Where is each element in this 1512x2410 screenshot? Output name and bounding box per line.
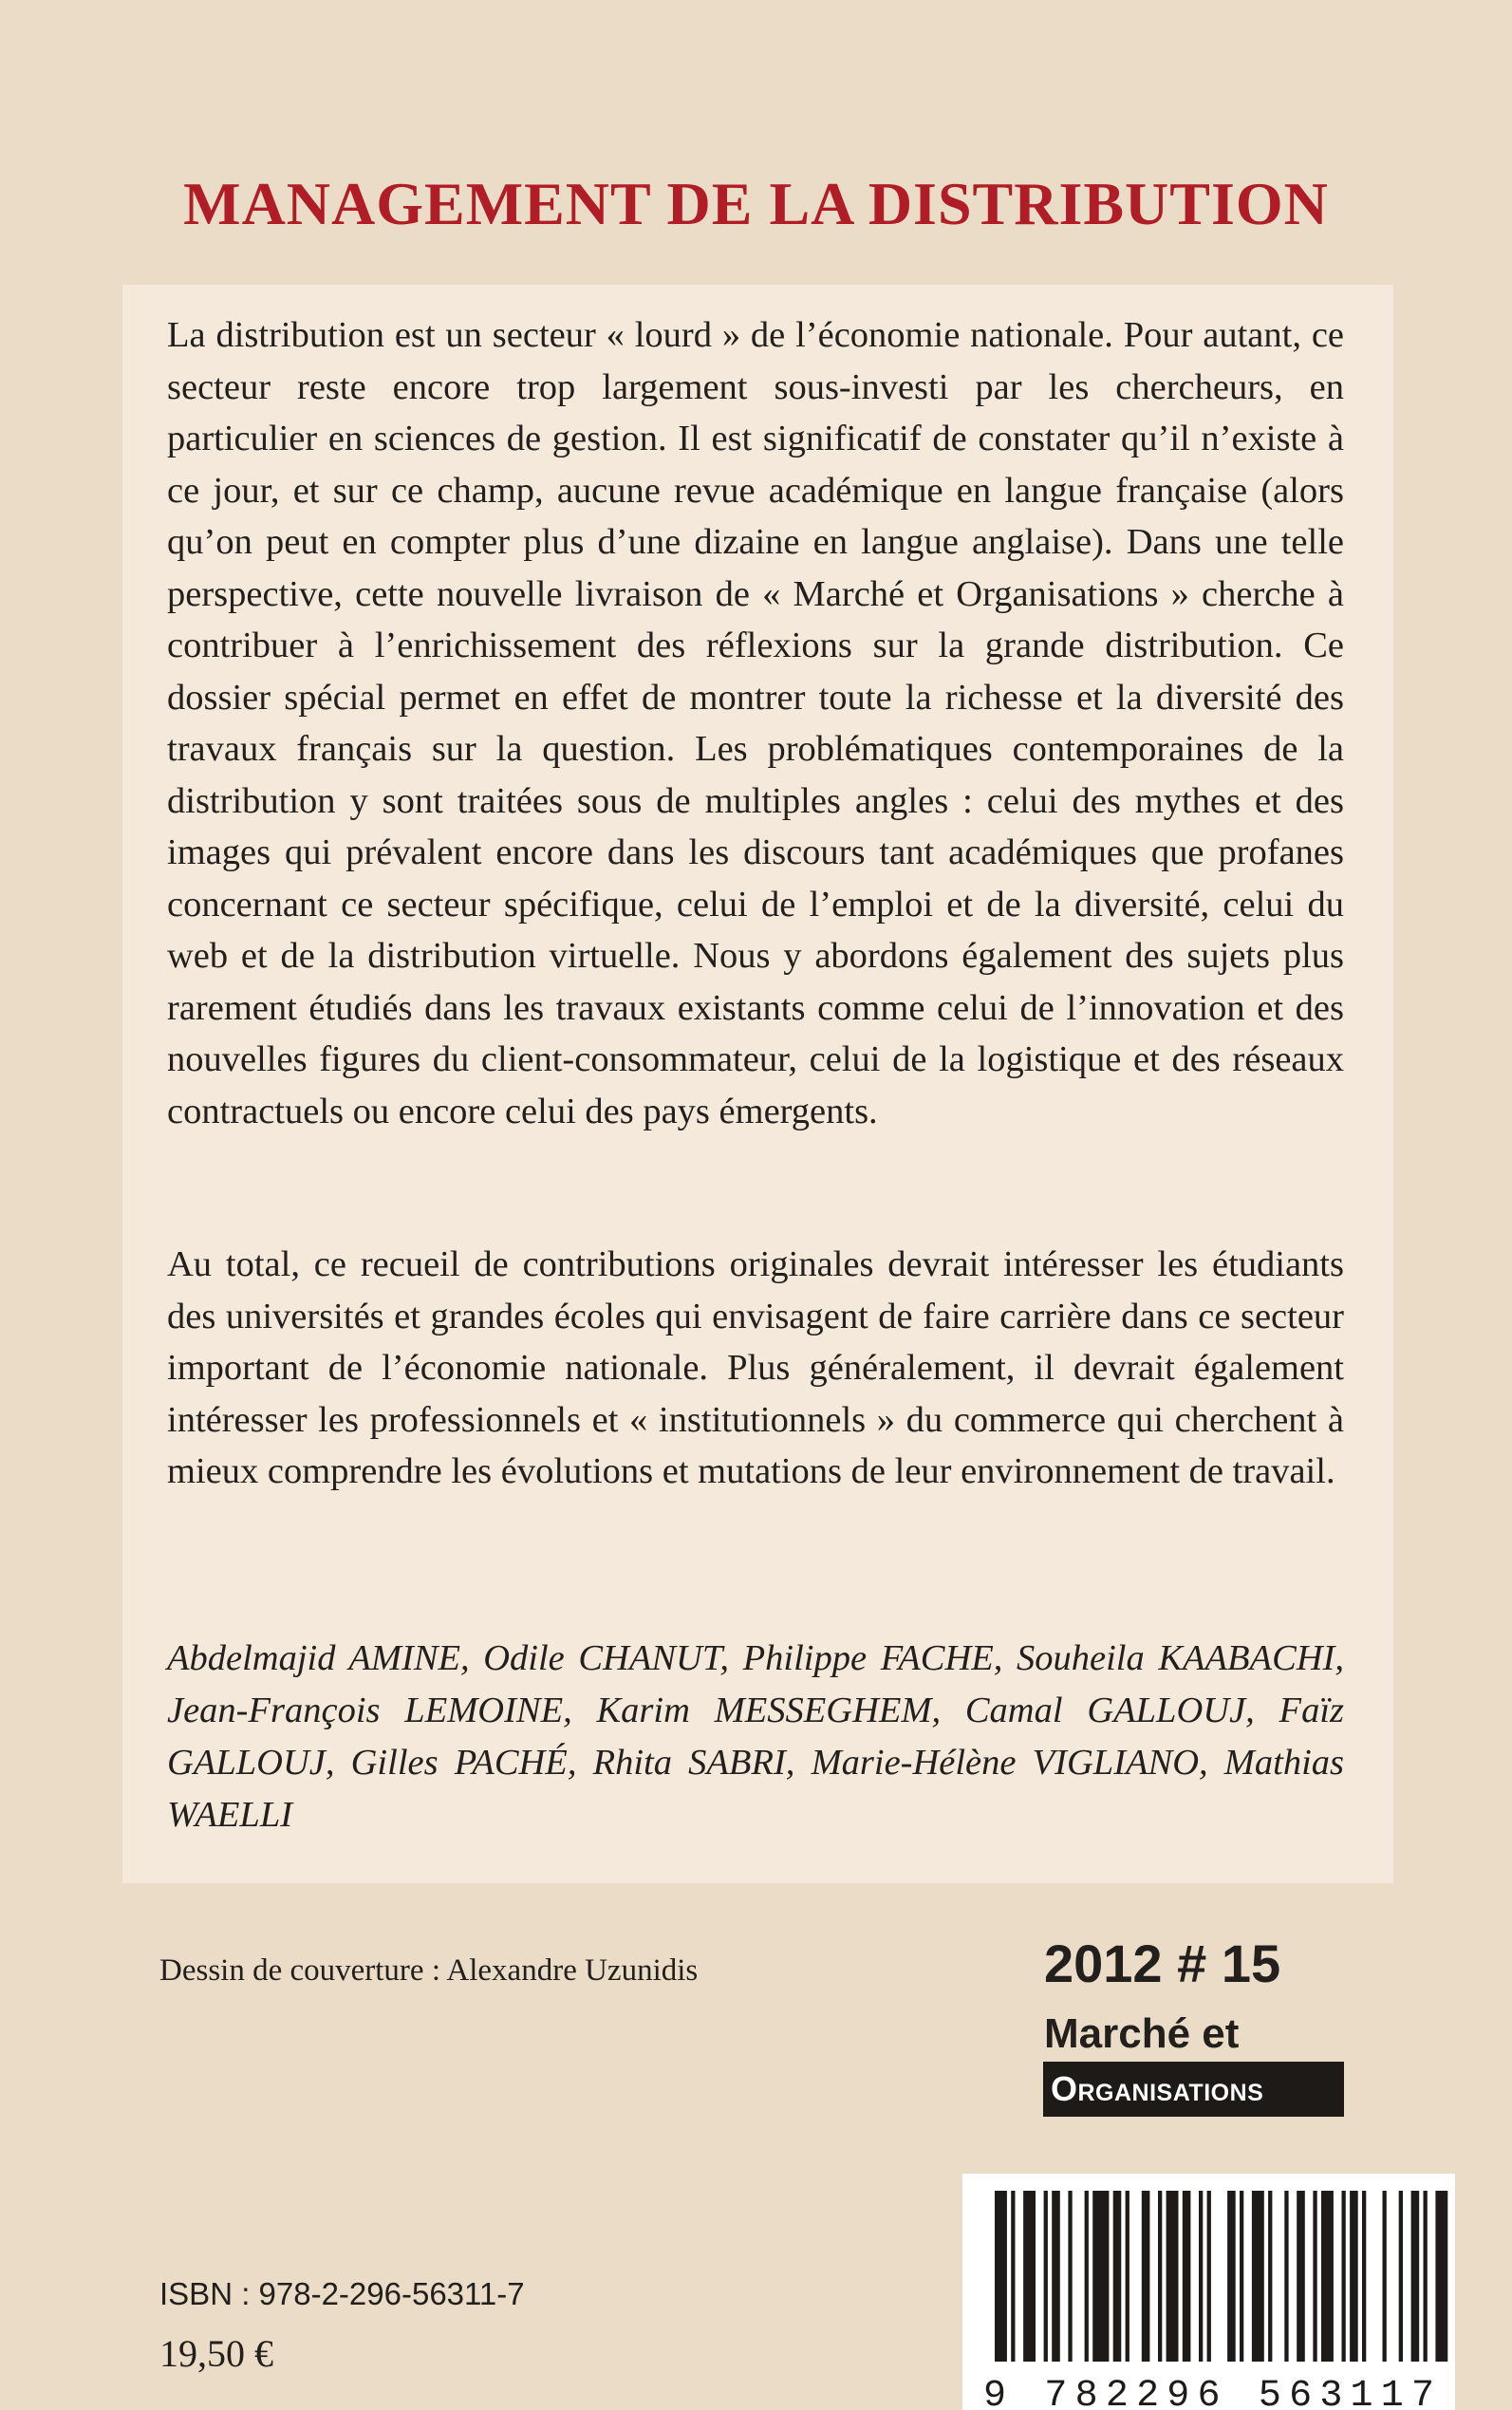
barcode-bar [1383, 2191, 1387, 2362]
barcode-bar [1052, 2191, 1060, 2362]
barcode-bar [1126, 2191, 1129, 2362]
issue-number: 2012 # 15 [1044, 1934, 1281, 1993]
barcode-bar [1297, 2191, 1305, 2362]
barcode-bar [1068, 2191, 1072, 2362]
barcode-digits: 9 782296 563117 [983, 2375, 1434, 2410]
barcode-graphic [962, 2174, 1455, 2410]
cover-credit: Dessin de couverture : Alexandre Uzunidis [159, 1953, 699, 1988]
summary-paragraph-2: Au total, ce recueil de contributions originales devrait intéresser les étudiants des universités et grandes écoles qui envisagent de faire carrière dans ce secteur important de l’économie nationale. Plus généralement, il devrait également intéresser les professionnels et « institutionnels » du commerce qui cherchent à mieux comprendre les évolutions et mutations de leur environnement de travail. [167, 1244, 1344, 1491]
barcode-bar [1252, 2191, 1264, 2362]
barcode-bar [1167, 2191, 1179, 2362]
barcode-bar [1227, 2191, 1236, 2362]
journal-name-line1: Marché et [1044, 2010, 1240, 2057]
barcode-bar [1342, 2191, 1346, 2362]
barcode-bars [995, 2191, 1447, 2362]
journal-name-line2 [1043, 2062, 1344, 2117]
authors-list: Abdelmajid AMINE, Odile CHANUT, Philippe FACHE, Souheila KAABACHI, Jean-François LEMOINE, Karim MESSEGHEM, Camal GALLOUJ, Faïz GALLOUJ, Gilles PACHÉ, Rhita SABRI, Marie-Hélène VIGLIANO, Mathias WAELLI [167, 1638, 1344, 1835]
barcode-bar [1044, 2191, 1048, 2362]
barcode-bar [1092, 2191, 1109, 2362]
barcode-bar [1158, 2191, 1162, 2362]
barcode-bar [1399, 2191, 1403, 2362]
barcode-bar [1011, 2191, 1015, 2362]
barcode-bar [1142, 2191, 1150, 2362]
barcode-bar [1435, 2191, 1447, 2362]
barcode-bar [995, 2191, 1007, 2362]
barcode-bar [1424, 2191, 1428, 2362]
barcode [962, 2174, 1455, 2410]
barcode-bar [1362, 2191, 1366, 2362]
barcode-bar [1207, 2191, 1211, 2362]
barcode-bar [1199, 2191, 1203, 2362]
barcode-bar [1268, 2191, 1272, 2362]
isbn: ISBN : 978-2-296-56311-7 [159, 2276, 525, 2311]
barcode-bar [1284, 2191, 1288, 2362]
barcode-bar [1350, 2191, 1358, 2362]
barcode-bar [1411, 2191, 1420, 2362]
barcode-bar [1023, 2191, 1036, 2362]
barcode-bar [1085, 2191, 1089, 2362]
barcode-bar [1240, 2191, 1243, 2362]
book-title: MANAGEMENT DE LA DISTRIBUTION [183, 170, 1329, 237]
barcode-bar [1313, 2191, 1316, 2362]
barcode-bar [1113, 2191, 1122, 2362]
barcode-bar [1321, 2191, 1334, 2362]
summary-paragraph-1: La distribution est un secteur « lourd » de l’économie nationale. Pour autant, ce secteur reste encore trop largement sous-investi par les chercheurs, en particulier en sciences de gestion. Il est significatif de constater qu’il n’existe à ce jour, et sur ce champ, aucune revue académique en langue française (alors qu’on peut en compter plus d’une dizaine en langue anglaise). Dans une telle perspective, cette nouvelle livraison de « Marché et Organisations » cherche à contribuer à l’enrichissement des réflexions sur la grande distribution. Ce dossier spécial permet en effet de montrer toute la richesse et la diversité des travaux français sur la question. Les problématiques contemporaines de la distribution y sont traitées sous de multiples angles : celui des mythes et des images qui prévalent encore dans les discours tant académiques que profanes concernant ce secteur spécifique, celui de l’emploi et de la diversité, celui du web et de la distribution virtuelle. Nous y abordons également des sujets plus rarement étudiés dans les travaux existants comme celui de l’innovation et des nouvelles figures du client-consommateur, celui de la logistique et des réseaux contractuels ou encore celui des pays émergents. [167, 315, 1344, 1131]
barcode-bar [1183, 2191, 1191, 2362]
journal-name-line2-text: Organisations [1051, 2069, 1264, 2108]
price: 19,50 € [159, 2332, 273, 2375]
